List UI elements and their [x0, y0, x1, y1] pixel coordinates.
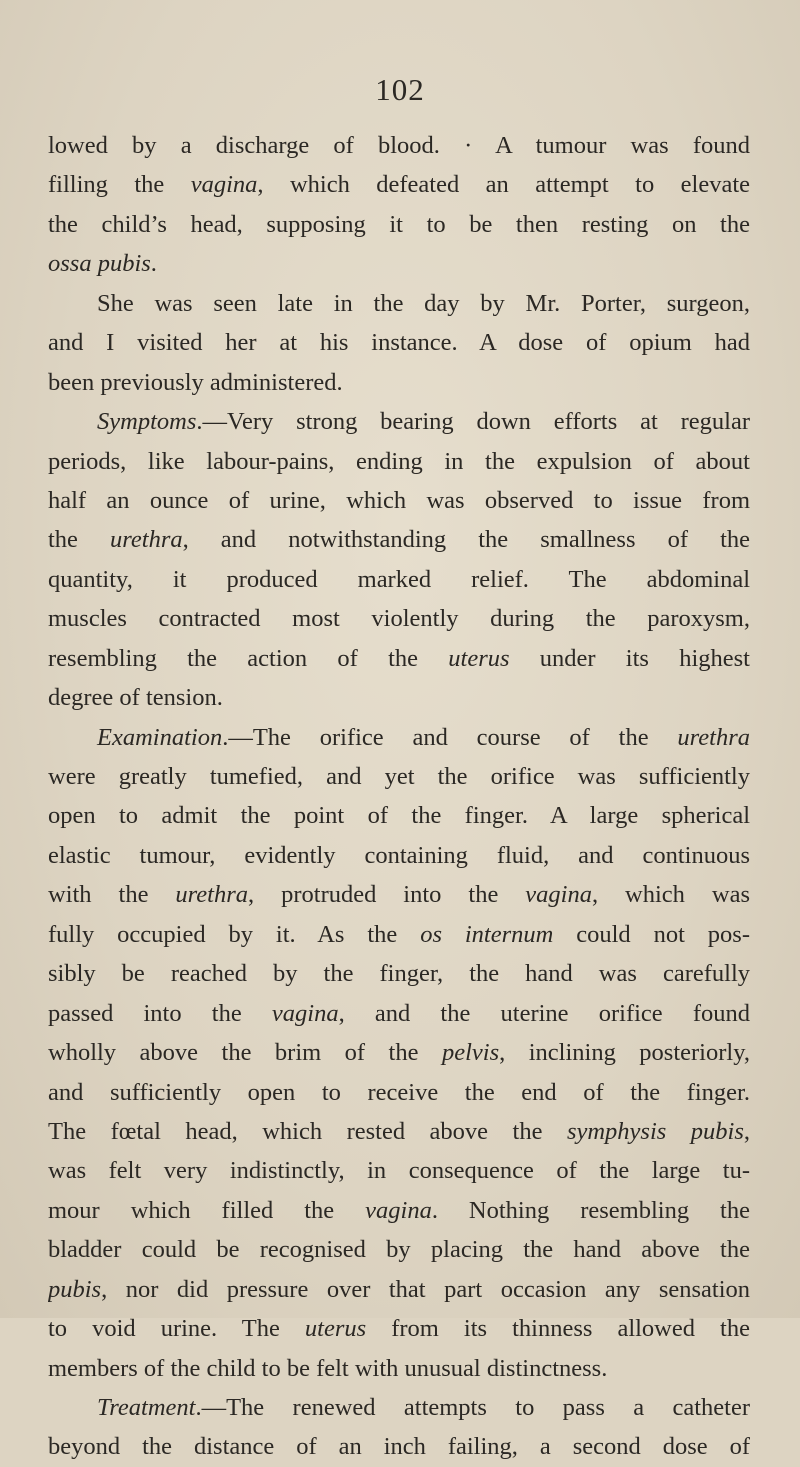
text-line — [48, 836, 750, 875]
text-line — [48, 402, 750, 441]
text-line — [48, 520, 750, 559]
italic-text: vagina — [190, 171, 258, 199]
text-segment: and I visited her at his instance. A dose of opium had — [48, 329, 750, 357]
body-text — [48, 126, 750, 1467]
text-segment: muscles contracted most violently during the paroxysm, — [48, 605, 750, 633]
text-line — [48, 875, 750, 914]
text-line — [48, 1427, 750, 1466]
italic-text: urethra — [110, 526, 183, 554]
text-segment: resembling the action of the — [48, 644, 449, 672]
text-segment: .—The renewed attempts to pass a catheter — [195, 1394, 750, 1421]
italic-text: Treatment — [97, 1394, 196, 1421]
text-line — [48, 915, 750, 954]
italic-text: urethra — [175, 881, 249, 909]
text-segment: , — [743, 1117, 750, 1145]
text-line — [48, 1309, 750, 1348]
text-segment: were greatly tumefied, and yet the orifice was sufficiently — [48, 763, 750, 790]
text-line — [48, 678, 750, 717]
text-line — [48, 1073, 750, 1112]
text-segment: from its thinness allowed the — [366, 1315, 750, 1343]
italic-text: urethra — [677, 723, 750, 751]
text-line — [48, 323, 750, 362]
text-line — [48, 1191, 750, 1230]
text-line — [48, 1349, 750, 1388]
text-segment: the — [48, 526, 111, 554]
italic-text: pubis — [48, 1275, 102, 1303]
text-line — [48, 244, 750, 283]
text-segment: was felt very indistinctly, in consequence of the large tu- — [48, 1157, 750, 1185]
text-segment: The fœtal head, which rested above the — [48, 1117, 567, 1145]
text-segment: open to admit the point of the finger. A large spherical — [48, 802, 750, 830]
text-segment: with the — [48, 881, 176, 909]
text-segment: under its highest — [509, 644, 750, 672]
text-line — [48, 599, 750, 638]
text-segment: elastic tumour, evidently containing fluid, and continuous — [48, 841, 750, 869]
text-segment: , protruded into the — [248, 881, 526, 909]
text-line — [48, 442, 750, 481]
text-segment: .—The orifice and course of the — [222, 723, 678, 751]
text-segment: .—Very strong bearing down efforts at regular — [196, 408, 750, 436]
text-line — [48, 954, 750, 993]
italic-text: vagina — [365, 1196, 432, 1224]
italic-text: vagina — [525, 881, 592, 909]
text-segment: sibly be reached by the finger, the hand was carefully — [48, 960, 750, 988]
text-segment: beyond the distance of an inch failing, a second dose of — [48, 1433, 750, 1461]
text-segment: to void urine. The — [48, 1315, 305, 1343]
text-segment: periods, like labour-pains, ending in the expulsion of about — [48, 447, 750, 475]
text-segment: passed into the — [48, 999, 272, 1027]
text-line — [48, 757, 750, 796]
text-segment: members of the child to be felt with unusual distinctness. — [48, 1354, 608, 1382]
italic-text: pelvis — [441, 1039, 500, 1067]
text-segment: . — [150, 250, 157, 278]
text-line — [48, 1230, 750, 1269]
text-segment: , inclining posteriorly, — [499, 1039, 750, 1067]
text-line — [48, 1033, 750, 1072]
text-segment: , and the uterine orifice found — [338, 999, 750, 1027]
text-segment: half an ounce of urine, which was observed to issue from — [48, 486, 750, 514]
text-segment: could not pos- — [553, 920, 750, 948]
text-segment: lowed by a discharge of blood. · A tumour was found — [48, 132, 750, 159]
text-segment: mour which filled the — [48, 1196, 366, 1224]
text-segment: and sufficiently open to receive the end of the finger. — [48, 1078, 750, 1106]
text-segment: , nor did pressure over that part occasion any sensation — [101, 1275, 750, 1303]
text-segment: , and notwithstanding the smallness of the — [182, 526, 750, 554]
text-segment: , which defeated an attempt to elevate — [257, 171, 750, 199]
text-line — [48, 1388, 750, 1427]
text-line — [48, 1112, 750, 1151]
text-line — [48, 560, 750, 599]
italic-text: Examination — [97, 723, 223, 751]
text-segment: quantity, it produced marked relief. The abdominal — [48, 565, 750, 593]
text-line — [48, 1151, 750, 1190]
italic-text: uterus — [304, 1315, 367, 1343]
text-line — [48, 994, 750, 1033]
text-segment: the child’s head, supposing it to be then resting on the — [48, 210, 750, 238]
text-segment: degree of tension. — [48, 684, 223, 712]
text-line — [48, 363, 750, 402]
page-number: 102 — [375, 72, 425, 107]
text-line — [48, 126, 750, 165]
italic-text: uterus — [448, 644, 510, 672]
text-segment: been previously administered. — [48, 368, 343, 396]
text-segment: bladder could be recognised by placing the hand above the — [48, 1236, 750, 1264]
text-line — [48, 481, 750, 520]
text-line — [48, 284, 750, 323]
italic-text: Symptoms — [97, 408, 197, 436]
text-line — [48, 796, 750, 835]
text-segment: fully occupied by it. As the — [48, 920, 421, 948]
italic-text: os internum — [420, 920, 554, 948]
text-line — [48, 718, 750, 757]
text-segment: filling the — [48, 171, 191, 199]
text-segment: . Nothing resembling the — [431, 1196, 750, 1224]
text-segment: wholly above the brim of the — [48, 1039, 442, 1067]
text-segment: She was seen late in the day by Mr. Porter, surgeon, — [97, 289, 750, 317]
text-line — [48, 639, 750, 678]
italic-text: symphysis pubis — [566, 1117, 744, 1145]
text-line — [48, 165, 750, 204]
text-line — [48, 1270, 750, 1309]
text-line — [48, 205, 750, 244]
text-segment: , which was — [591, 881, 750, 909]
italic-text: ossa pubis — [48, 250, 151, 278]
italic-text: vagina — [271, 999, 339, 1027]
